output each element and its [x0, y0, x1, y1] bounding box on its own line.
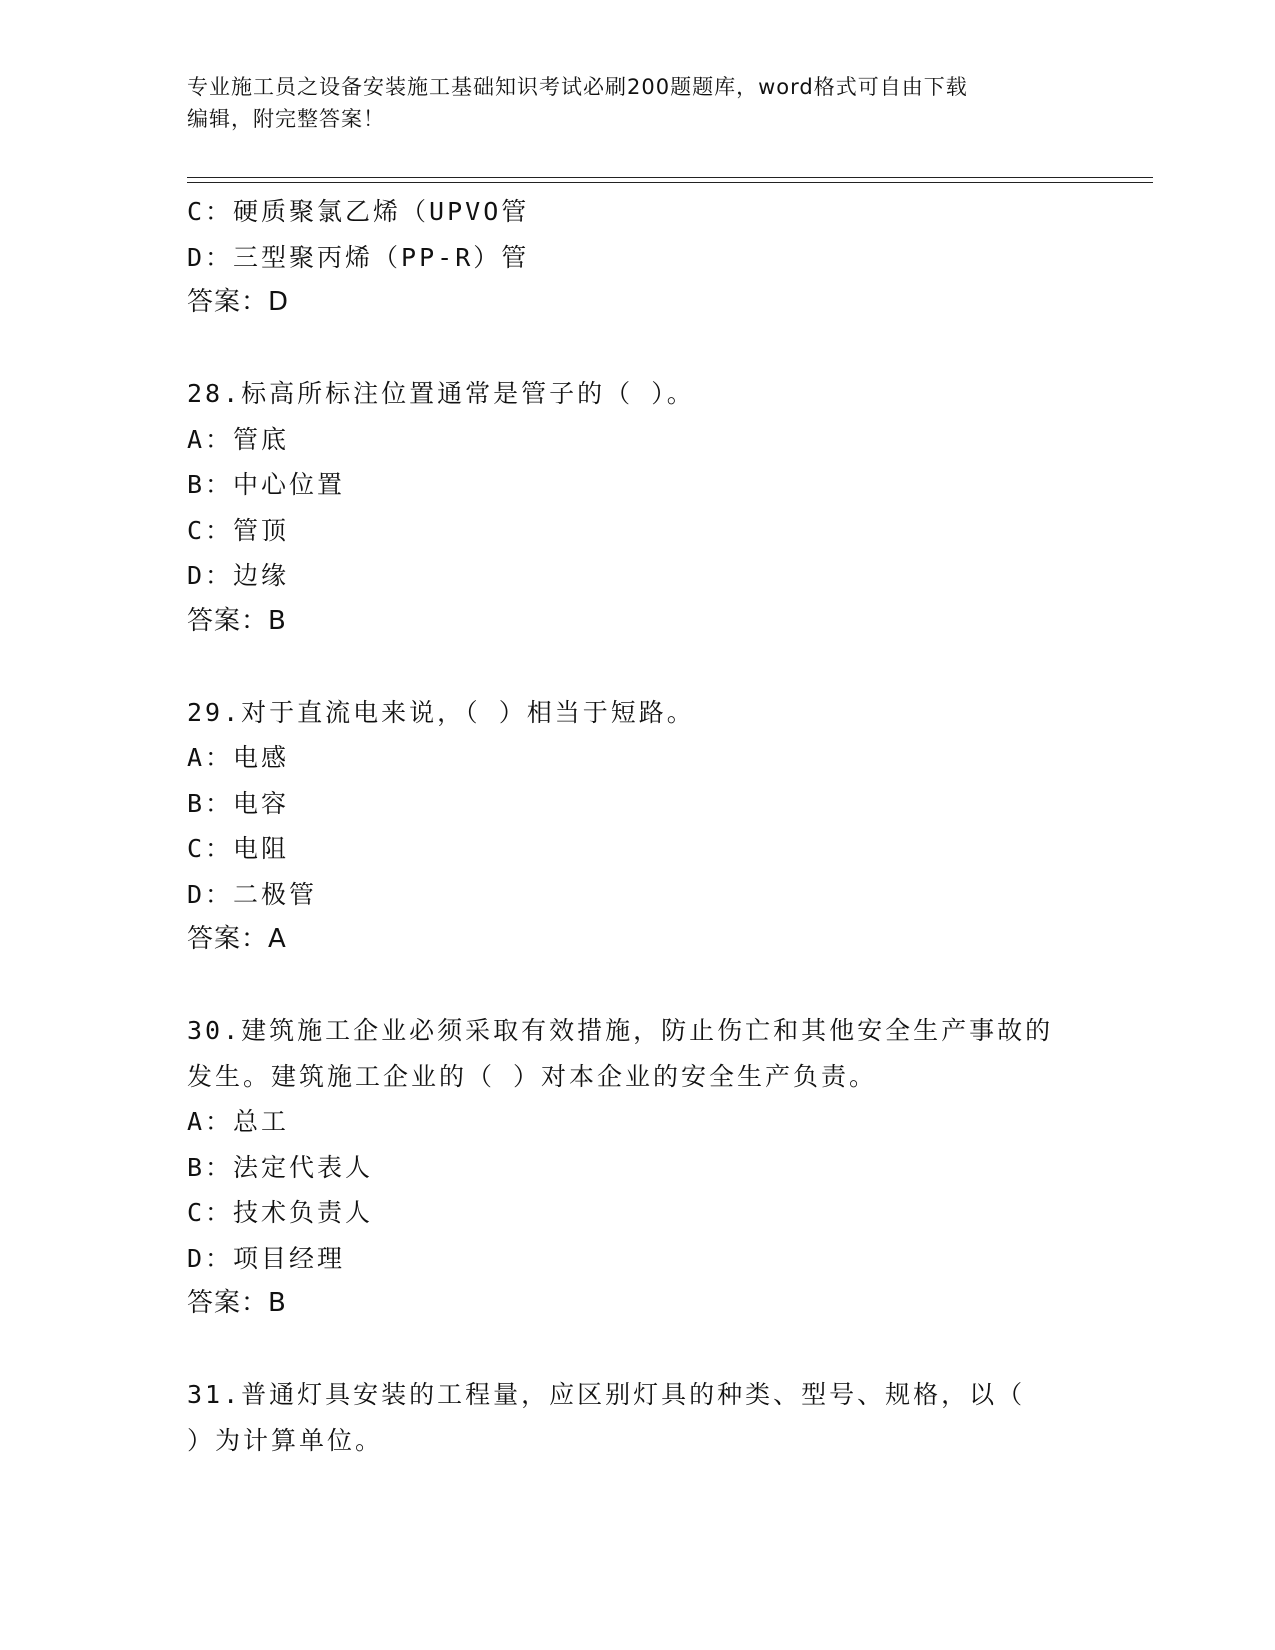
- question-stem: 29.对于直流电来说，（ ）相当于短路。: [187, 697, 695, 727]
- question-31: [187, 1372, 1087, 1463]
- option-b: B：法定代表人: [187, 1152, 374, 1182]
- option-a: A：总工: [187, 1107, 290, 1136]
- spacer: [187, 963, 1087, 1009]
- option-b: B：电容: [187, 788, 290, 818]
- spacer: [187, 644, 1087, 690]
- question-27-fragment: [187, 189, 1087, 326]
- option-d: D：边缘: [187, 561, 290, 590]
- option-d: D：三型聚丙烯（PP-R）管: [187, 242, 530, 272]
- spacer: [187, 1327, 1087, 1373]
- question-30: [187, 1008, 1087, 1327]
- header-title-line-2: 编辑，附完整答案！: [187, 107, 385, 131]
- answer-line: 答案：D: [187, 287, 290, 317]
- option-a: A：电感: [187, 743, 290, 772]
- option-c: C：技术负责人: [187, 1198, 374, 1227]
- header-divider-top: [187, 177, 1153, 178]
- question-stem-line-1: 31.普通灯具安装的工程量，应区别灯具的种类、型号、规格，以（: [187, 1380, 1026, 1409]
- question-28: [187, 371, 1087, 644]
- question-29: [187, 690, 1087, 963]
- header-divider-bottom: [187, 182, 1153, 183]
- option-c: C：电阻: [187, 834, 290, 863]
- spacer: [187, 326, 1087, 372]
- answer-line: 答案：B: [187, 605, 287, 636]
- answer-line: 答案：A: [187, 924, 287, 954]
- question-stem-line-1: 30.建筑施工企业必须采取有效措施，防止伤亡和其他安全生产事故的: [187, 1016, 1054, 1045]
- answer-line: 答案：B: [187, 1288, 287, 1318]
- question-stem-line-2: ）为计算单位。: [187, 1425, 384, 1455]
- option-c: C：硬质聚氯乙烯（UPVO管: [187, 197, 530, 226]
- option-c: C：管顶: [187, 515, 290, 545]
- header-title-line-1: 专业施工员之设备安装施工基础知识考试必刷200题题库，word格式可自由下载: [187, 75, 968, 99]
- option-b: B：中心位置: [187, 470, 346, 499]
- question-stem: 28.标高所标注位置通常是管子的（ ）。: [187, 379, 695, 408]
- option-d: D：项目经理: [187, 1243, 346, 1273]
- document-header: [187, 71, 1067, 135]
- option-a: A：管底: [187, 424, 290, 454]
- question-list: [187, 189, 1087, 1463]
- question-stem-line-2: 发生。建筑施工企业的（ ）对本企业的安全生产负责。: [187, 1061, 878, 1091]
- option-d: D：二极管: [187, 879, 318, 909]
